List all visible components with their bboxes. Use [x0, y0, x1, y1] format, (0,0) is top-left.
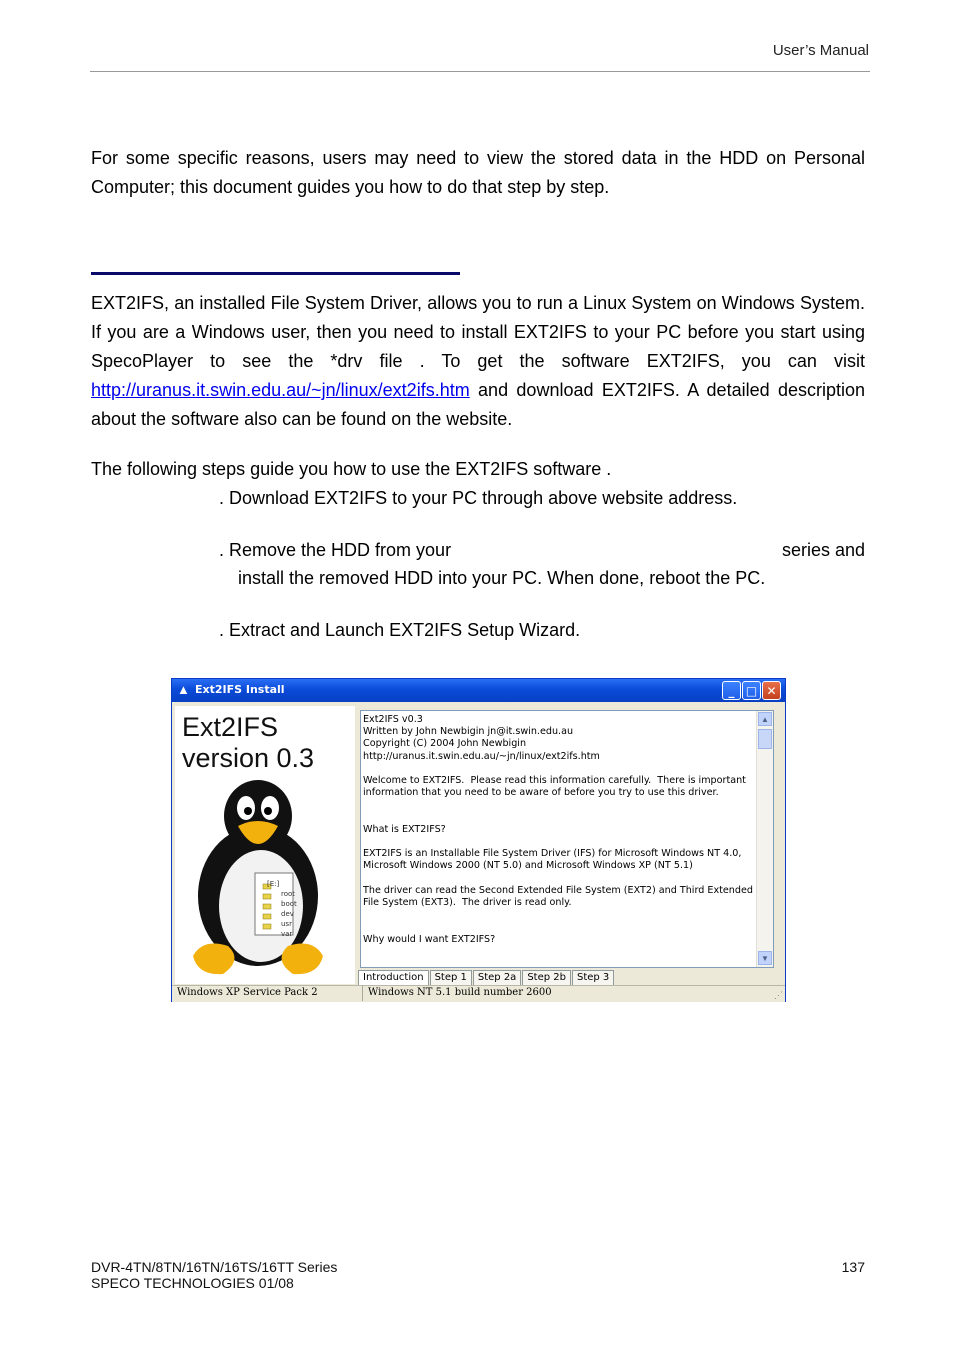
scroll-down-icon[interactable]: ▼	[758, 951, 772, 965]
dialog-title: Ext2IFS Install	[195, 683, 285, 696]
footer-company: SPECO TECHNOLOGIES 01/08	[91, 1275, 294, 1291]
step-1: . Download EXT2IFS to your PC through above website address.	[219, 488, 738, 508]
tab-step-2b[interactable]: Step 2b	[522, 970, 571, 985]
status-right: Windows NT 5.1 build number 2600	[368, 987, 552, 998]
step-3: . Extract and Launch EXT2IFS Setup Wizard.	[219, 620, 581, 640]
ext2ifs-paragraph	[91, 289, 865, 434]
intro-paragraph: For some specific reasons, users may need to view the stored data in the HDD on Personal Computer; this document guides you how to do that step by step.	[91, 148, 865, 197]
scroll-thumb[interactable]	[758, 729, 772, 749]
vertical-scrollbar[interactable]	[756, 711, 773, 967]
scroll-up-icon[interactable]: ▲	[758, 712, 772, 726]
footer-series: DVR-4TN/8TN/16TN/16TS/16TT Series	[91, 1259, 338, 1275]
step-2-part-b: series and	[781, 540, 865, 560]
status-left: Windows XP Service Pack 2	[177, 987, 318, 998]
wizard-tabs	[358, 970, 615, 985]
ext2ifs-text-1: EXT2IFS, an installed File System Driver, allows you to run a Linux System on Windows System. If you are a Windows user, then you need to install EXT2IFS to your PC before you start using SpecoPlayer to see the *drv file . To get the software EXT2IFS, you can visit	[91, 293, 865, 371]
resize-grip-icon[interactable]: ⋰	[774, 990, 783, 1000]
page-number: 137	[841, 1259, 865, 1275]
penguin-icon: ▲	[177, 682, 190, 697]
tab-step-3[interactable]: Step 3	[572, 970, 614, 985]
ext2ifs-install-dialog	[171, 678, 786, 1002]
header-label: User’s Manual	[772, 42, 869, 59]
section-rule	[91, 272, 460, 275]
tab-step-1[interactable]: Step 1	[430, 970, 472, 985]
tab-step-2a[interactable]: Step 2a	[473, 970, 521, 985]
dialog-titlebar[interactable]	[172, 679, 785, 702]
logo-title	[182, 712, 314, 774]
step-2-part-a: . Remove the HDD from your	[219, 540, 452, 560]
steps-intro: The following steps guide you how to use the EXT2IFS software .	[91, 459, 612, 479]
tab-introduction[interactable]: Introduction	[358, 970, 429, 985]
logo-line-2: version 0.3	[182, 743, 315, 773]
tux-penguin-image	[183, 778, 333, 978]
ext2ifs-text-2: and download EXT2IFS. A detailed description about the software also can be found on the website.	[91, 380, 865, 429]
tux-folder-labels: [E:] root boot dev usr var	[267, 880, 297, 938]
close-button[interactable]: ✕	[762, 681, 781, 700]
status-bar	[172, 985, 785, 1002]
introduction-text: Ext2IFS v0.3 Written by John Newbigin jn@it.swin.edu.au Copyright (C) 2004 John Newbigin http://uranus.it.swin.edu.au/~jn/linux/ext2ifs.htm Welcome to EXT2IFS. Please read this information carefully. There is important information that you need to be aware of before you try to use this driver. What is EXT2IFS? EXT2IFS is an Installable File System Driver (IFS) for Microsoft Windows NT 4.0, Microsoft Windows 2000 (NT 5.0) and Microsoft Windows XP (NT 5.1) The driver can read the Second Extended File System (EXT2) and Third Extended File System (EXT3). The driver is read only. Why would I want EXT2IFS?	[363, 714, 753, 945]
logo-panel	[175, 706, 355, 984]
header-divider	[90, 71, 870, 72]
step-2-part-c: install the removed HDD into your PC. When done, reboot the PC.	[238, 568, 766, 588]
introduction-textbox[interactable]	[360, 710, 774, 968]
minimize-button[interactable]: _	[722, 681, 741, 700]
maximize-button[interactable]: □	[742, 681, 761, 700]
status-divider	[362, 986, 363, 1001]
logo-line-1: Ext2IFS	[182, 712, 279, 742]
ext2ifs-link[interactable]: http://uranus.it.swin.edu.au/~jn/linux/ext2ifs.htm	[91, 380, 470, 400]
